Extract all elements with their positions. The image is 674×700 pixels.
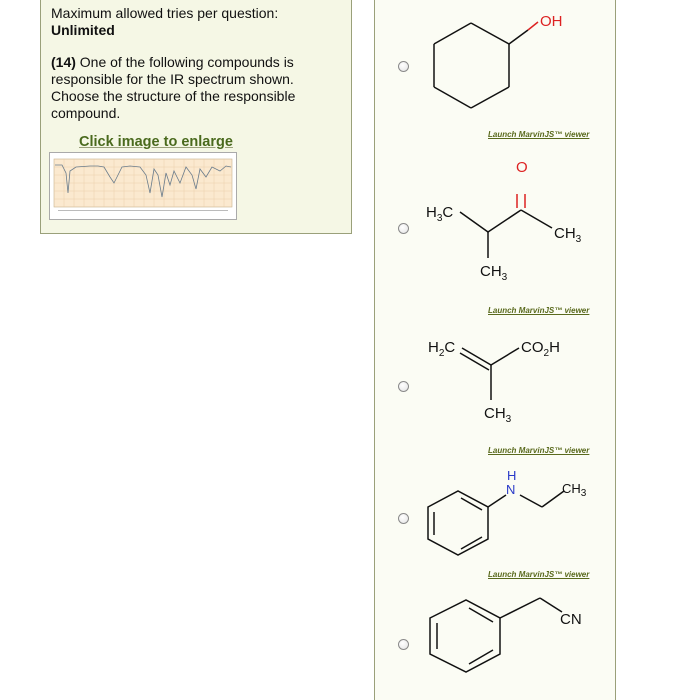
ch3-label: $CH_3$ — [562, 481, 587, 499]
question-prompt-line-2: responsible for the IR spectrum shown. — [51, 71, 294, 87]
option-3-launch-viewer-link[interactable]: Launch MarvinJS™ viewer — [488, 446, 590, 455]
option-4-structure — [376, 465, 616, 565]
ch3-label-bottom: $CH_3$ — [480, 263, 508, 283]
ch3-label: $CH_3$ — [484, 405, 512, 425]
option-3-structure — [376, 328, 616, 448]
carbonyl-oxygen-label: O — [516, 159, 528, 176]
question-number: (14) — [51, 54, 76, 70]
nitrogen-label: N — [506, 482, 516, 497]
ir-spectrum-graphic — [50, 153, 236, 219]
question-prompt-text: One of the following compounds is — [75, 54, 294, 70]
tries-label: Maximum allowed tries per question: — [51, 5, 279, 21]
question-prompt-line-1 — [51, 54, 343, 71]
question-prompt-line-4: compound. — [51, 105, 121, 121]
question-panel — [40, 0, 352, 234]
option-4-launch-viewer-link[interactable]: Launch MarvinJS™ viewer — [488, 570, 590, 579]
enlarge-image-link[interactable]: Click image to enlarge — [79, 134, 233, 150]
ch3-label-right: $CH_3$ — [554, 225, 582, 245]
carboxyl-label: $CO_2H$ — [521, 339, 560, 359]
question-prompt-line-3: Choose the structure of the responsible — [51, 88, 296, 104]
option-1-launch-viewer-link[interactable]: Launch MarvinJS™ viewer — [488, 130, 590, 139]
amine-hydrogen-label: H — [507, 468, 517, 483]
option-2-structure — [376, 150, 616, 290]
nitrile-label: CN — [560, 611, 582, 628]
h2c-label: $H_2C$ — [428, 339, 456, 359]
option-5-structure — [376, 590, 616, 700]
option-1-structure — [376, 0, 616, 125]
ir-spectrum-thumbnail[interactable] — [49, 152, 237, 220]
tries-value: Unlimited — [51, 22, 115, 38]
h3c-label: $H_3C$ — [426, 204, 454, 224]
option-2-launch-viewer-link[interactable]: Launch MarvinJS™ viewer — [488, 306, 590, 315]
hydroxyl-label: OH — [540, 13, 563, 30]
